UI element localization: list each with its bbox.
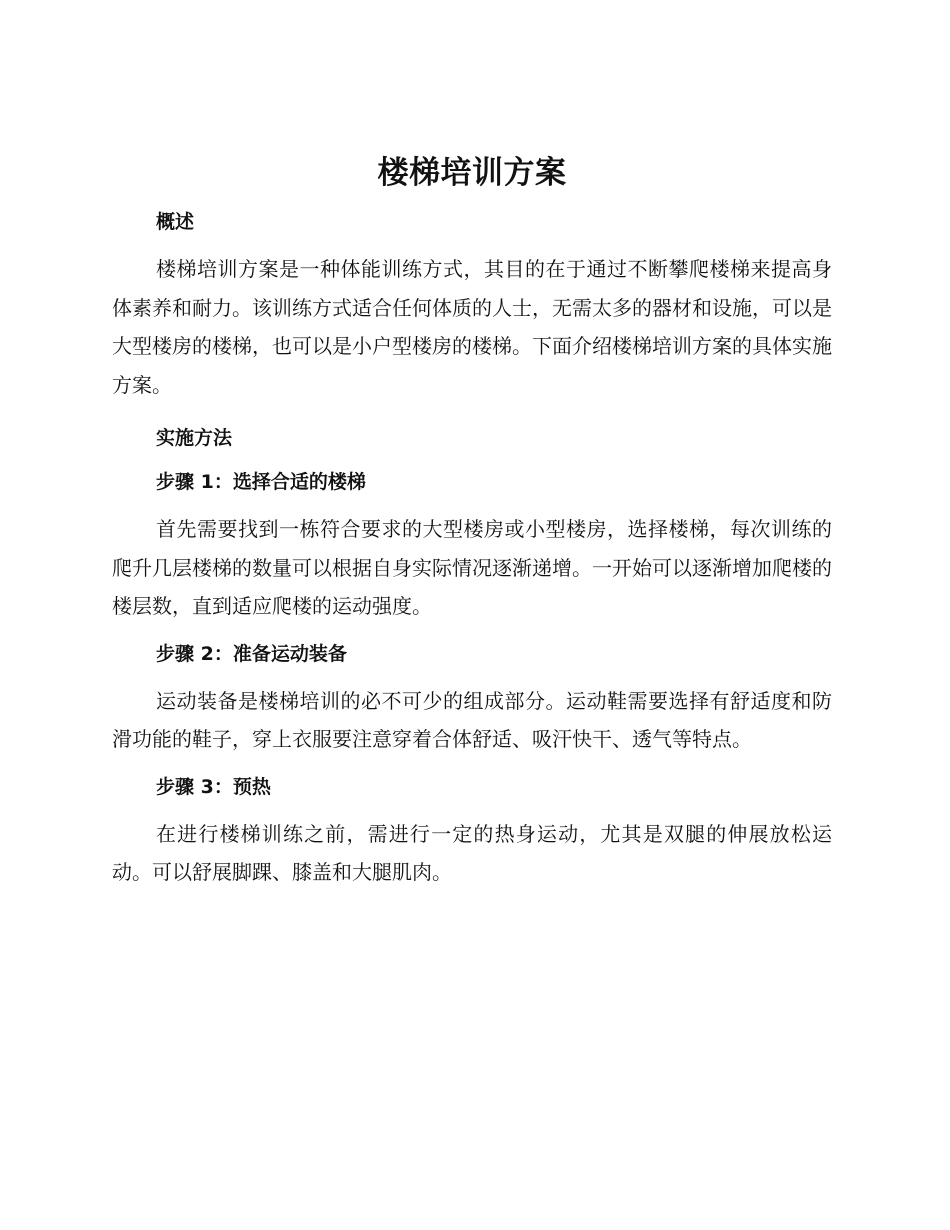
overview-paragraph: 楼梯培训方案是一种体能训练方式，其目的在于通过不断攀爬楼梯来提高身体素养和耐力。该训练方式适合任何体质的人士，无需太多的器材和设施，可以是大型楼房的楼梯，也可以是小户型楼房的楼梯。下面介绍楼梯培训方案的具体实施方案。 bbox=[112, 257, 832, 397]
step1-heading: 步骤 1：选择合适的楼梯 bbox=[156, 471, 366, 493]
step2-paragraph: 运动装备是楼梯培训的必不可少的组成部分。运动鞋需要选择有舒适度和防滑功能的鞋子，穿上衣服要注意穿着合体舒适、吸汗快干、透气等特点。 bbox=[112, 688, 832, 751]
document-page bbox=[112, 148, 832, 900]
step3-heading: 步骤 3：预热 bbox=[156, 775, 271, 798]
document-title: 楼梯培训方案 bbox=[377, 155, 567, 191]
step1-paragraph: 首先需要找到一栋符合要求的大型楼房或小型楼房，选择楼梯，每次训练的爬升几层楼梯的数量可以根据自身实际情况逐渐递增。一开始可以逐渐增加爬楼的楼层数，直到适应爬楼的运动强度。 bbox=[112, 517, 832, 618]
step3-paragraph: 在进行楼梯训练之前，需进行一定的热身运动，尤其是双腿的伸展放松运动。可以舒展脚踝、膝盖和大腿肌肉。 bbox=[112, 821, 832, 884]
overview-heading: 概述 bbox=[156, 211, 195, 233]
method-heading: 实施方法 bbox=[156, 427, 233, 449]
step2-heading: 步骤 2：准备运动装备 bbox=[156, 642, 347, 665]
